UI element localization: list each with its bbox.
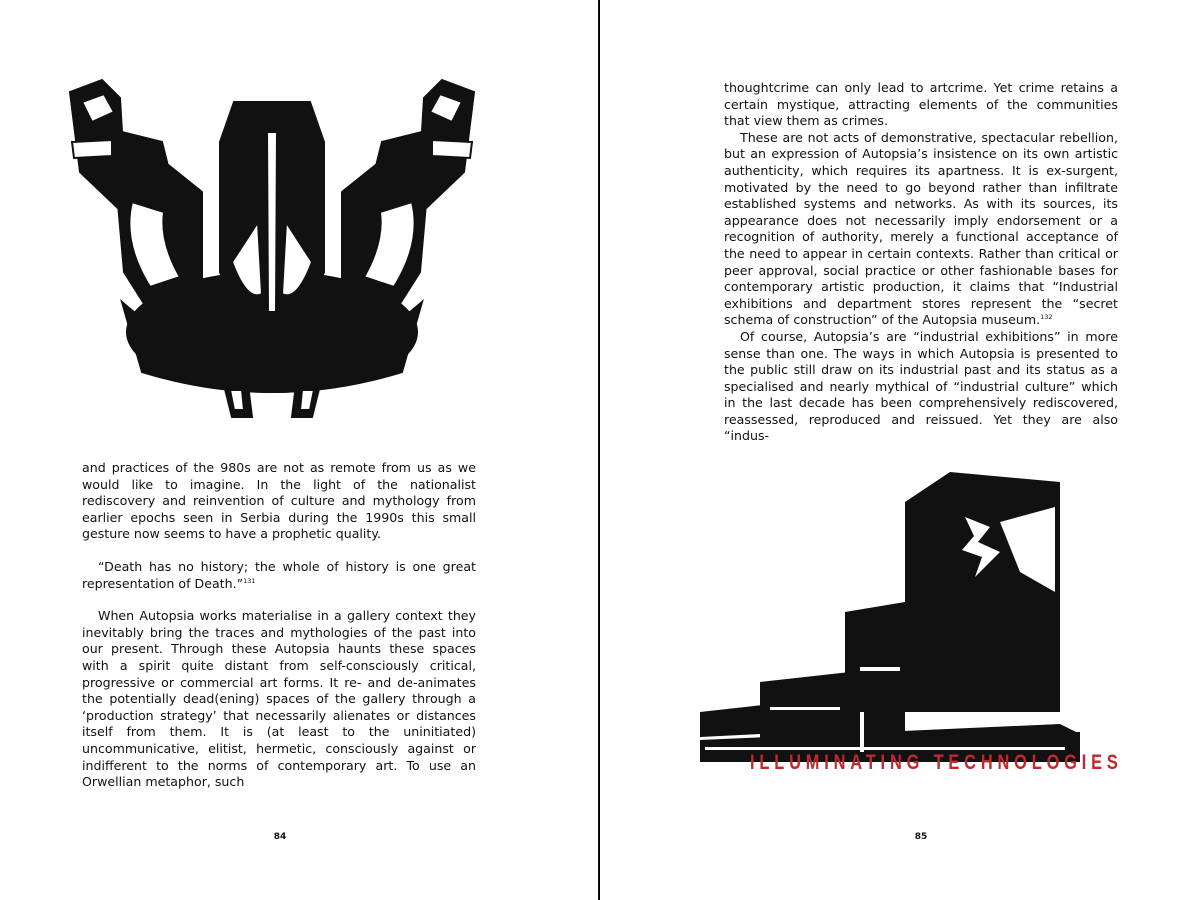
footnote-ref-132: 132 [1040,313,1053,322]
page-number-left: 84 [273,832,287,842]
left-paragraph-1: and practices of the 980s are not as remote from us as we would like to imagine. In the light of the nationalist rediscovery and reinvention of culture and mythology from earlier epochs seen in Serbia during the 1990s this small gesture now seems to have a prophetic quality. [82,460,476,542]
right-paragraph-3: Of course, Autopsia’s are “industrial exhibitions” in more sense than one. The ways in which Autopsia is presented to the public still draw on its industrial past and its status as a specialised and nearly mythical of “industrial culture” which in the last decade has been comprehensively rediscovered, reassessed, reproduced and reissued. Yet they are also “indus- [724,328,1118,444]
right-paragraph-1: thoughtcrime can only lead to artcrime. Yet crime retains a certain mystique, attracting elements of the communities that view them as crimes. [724,80,1118,129]
right-page [599,0,1200,900]
left-paragraph-2: When Autopsia works materialise in a gallery context they inevitably bring the traces and mythologies of the past into our present. Through these Autopsia haunts these spaces with a spirit quite distant from self-consciously critical, progressive or commercial art forms. It re- and de-animates the potentially dead(ening) spaces of the gallery through a ‘production strategy’ that necessarily alienates or distances itself from them. It is (at least to the uninitiated) uncommunicative, elitist, hermetic, consciously against or indifferent to the norms of contemporary art. To use an Orwellian metaphor, such [82,608,476,790]
block-quote [82,559,476,592]
artwork-caption: ILLUMINATING TECHNOLOGIES [750,751,1123,774]
footnote-ref-131: 131 [243,576,256,585]
ornament-illustration [62,72,482,424]
left-body-text [82,460,476,791]
right-body-text [724,80,1118,445]
page-number-right: 85 [914,832,928,842]
building-illustration [700,462,1124,782]
right-paragraph-2 [724,130,1118,329]
quote-text: “Death has no history; the whole of history is one great representation of Death.” [82,558,476,591]
right-paragraph-2-text: These are not acts of demonstrative, spectacular rebellion, but an expression of Autopsia’s insistence on its own artistic authenticity, which requires its apartness. It is ex-surgent, motivated by the need to go beyond rather than infiltrate established systems and networks. As with its sources, its appearance does not necessarily imply endorsement or a recognition of authority, merely a functional acceptance of the need to appear in certain contexts. Rather than critical or peer approval, social practice or other fashionable bases for contemporary artistic production, it claims that “Industrial exhibitions and department stores represent the “secret schema of construction” of the Autopsia museum. [724,129,1118,328]
left-page [0,0,599,900]
